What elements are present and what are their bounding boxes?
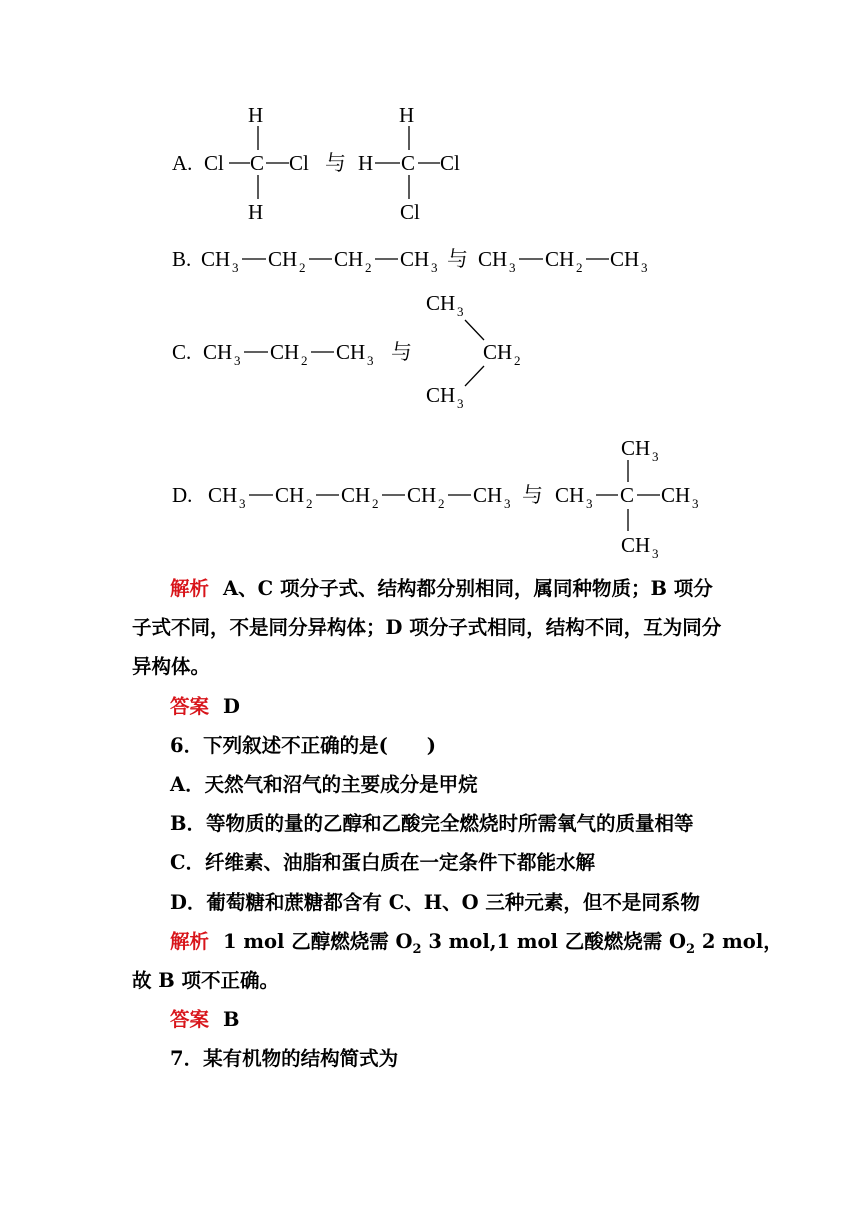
svg-text:CH: CH [336, 340, 366, 364]
q6-option-a: A．天然气和沼气的主要成分是甲烷 [170, 773, 478, 796]
svg-text:2: 2 [365, 260, 372, 275]
svg-text:3: 3 [234, 353, 241, 368]
svg-text:2: 2 [299, 260, 306, 275]
svg-text:CH: CH [483, 340, 513, 364]
q5-answer: 答案 D [170, 695, 240, 718]
svg-text:与: 与 [522, 483, 543, 507]
svg-text:3: 3 [431, 260, 438, 275]
svg-text:CH: CH [201, 247, 231, 271]
svg-text:3: 3 [239, 496, 246, 511]
svg-text:2: 2 [438, 496, 445, 511]
structure-b [172, 247, 648, 275]
svg-text:CH: CH [270, 340, 300, 364]
structure-d [172, 436, 699, 561]
structure-a [172, 103, 460, 224]
svg-text:C: C [620, 483, 635, 507]
q6-option-d: D．葡萄糖和蔗糖都含有 C、H、O 三种元素，但不是同系物 [170, 891, 700, 914]
svg-text:3: 3 [641, 260, 648, 275]
svg-text:3: 3 [652, 449, 659, 464]
svg-text:CH: CH [621, 533, 651, 557]
svg-text:CH: CH [208, 483, 238, 507]
structure-c-label: C. [172, 340, 192, 364]
svg-text:3: 3 [457, 396, 464, 411]
svg-text:Cl: Cl [204, 151, 224, 175]
svg-text:H: H [248, 200, 264, 224]
svg-text:CH: CH [473, 483, 503, 507]
svg-text:H: H [248, 103, 264, 127]
svg-text:3: 3 [652, 546, 659, 561]
svg-text:2: 2 [372, 496, 379, 511]
q6-analysis-line-1: 解析 1 mol 乙醇燃烧需 $O_2$ 3 mol,1 mol 乙酸燃烧需 $O_2$ 2 mol， [170, 930, 783, 957]
svg-text:CH: CH [275, 483, 305, 507]
svg-text:CH: CH [334, 247, 364, 271]
svg-text:3: 3 [586, 496, 593, 511]
svg-text:H: H [399, 103, 415, 127]
q6-option-b: B．等物质的量的乙醇和乙酸完全燃烧时所需氧气的质量相等 [170, 812, 694, 835]
answer-label: 答案 [170, 1008, 210, 1031]
svg-text:Cl: Cl [440, 151, 460, 175]
svg-text:CH: CH [426, 383, 456, 407]
q7-stem: 7．某有机物的结构简式为 [170, 1047, 399, 1070]
svg-text:与: 与 [325, 151, 346, 175]
structure-figures [0, 0, 860, 570]
svg-text:3: 3 [509, 260, 516, 275]
svg-text:CH: CH [545, 247, 575, 271]
svg-text:与: 与 [391, 340, 412, 364]
svg-text:Cl: Cl [400, 200, 420, 224]
structure-b-label: B. [172, 247, 192, 271]
svg-text:CH: CH [555, 483, 585, 507]
svg-text:CH: CH [661, 483, 691, 507]
q5-analysis-line-3: 异构体。 [132, 655, 211, 678]
svg-text:CH: CH [407, 483, 437, 507]
q5-analysis-line-1: 解析 A、C 项分子式、结构都分别相同，属同种物质；B 项分 [170, 577, 713, 600]
svg-text:3: 3 [504, 496, 511, 511]
svg-text:Cl: Cl [289, 151, 309, 175]
svg-text:C: C [401, 151, 416, 175]
q6-analysis-line-2: 故 B 项不正确。 [132, 969, 280, 992]
structure-c [172, 291, 521, 411]
svg-text:2: 2 [514, 353, 521, 368]
svg-text:2: 2 [306, 496, 313, 511]
svg-text:CH: CH [203, 340, 233, 364]
svg-text:C: C [250, 151, 265, 175]
svg-text:CH: CH [400, 247, 430, 271]
svg-text:H: H [358, 151, 374, 175]
q6-answer: 答案 B [170, 1008, 240, 1031]
svg-text:2: 2 [301, 353, 308, 368]
svg-text:3: 3 [232, 260, 239, 275]
svg-text:CH: CH [478, 247, 508, 271]
analysis-label: 解析 [170, 930, 210, 953]
q5-analysis-line-2: 子式不同，不是同分异构体；D 项分子式相同，结构不同，互为同分 [132, 616, 722, 639]
svg-text:与: 与 [447, 247, 468, 271]
svg-text:3: 3 [367, 353, 374, 368]
svg-text:CH: CH [341, 483, 371, 507]
answer-label: 答案 [170, 695, 210, 718]
svg-text:CH: CH [426, 291, 456, 315]
q6-option-c: C．纤维素、油脂和蛋白质在一定条件下都能水解 [170, 851, 596, 874]
svg-text:CH: CH [621, 436, 651, 460]
svg-text:CH: CH [610, 247, 640, 271]
analysis-label: 解析 [170, 577, 210, 600]
svg-text:CH: CH [268, 247, 298, 271]
structure-a-label: A. [172, 151, 193, 175]
q6-stem: 6．下列叙述不正确的是( ) [170, 734, 437, 757]
svg-text:2: 2 [576, 260, 583, 275]
svg-text:3: 3 [692, 496, 699, 511]
svg-text:3: 3 [457, 304, 464, 319]
structure-d-label: D. [172, 483, 193, 507]
